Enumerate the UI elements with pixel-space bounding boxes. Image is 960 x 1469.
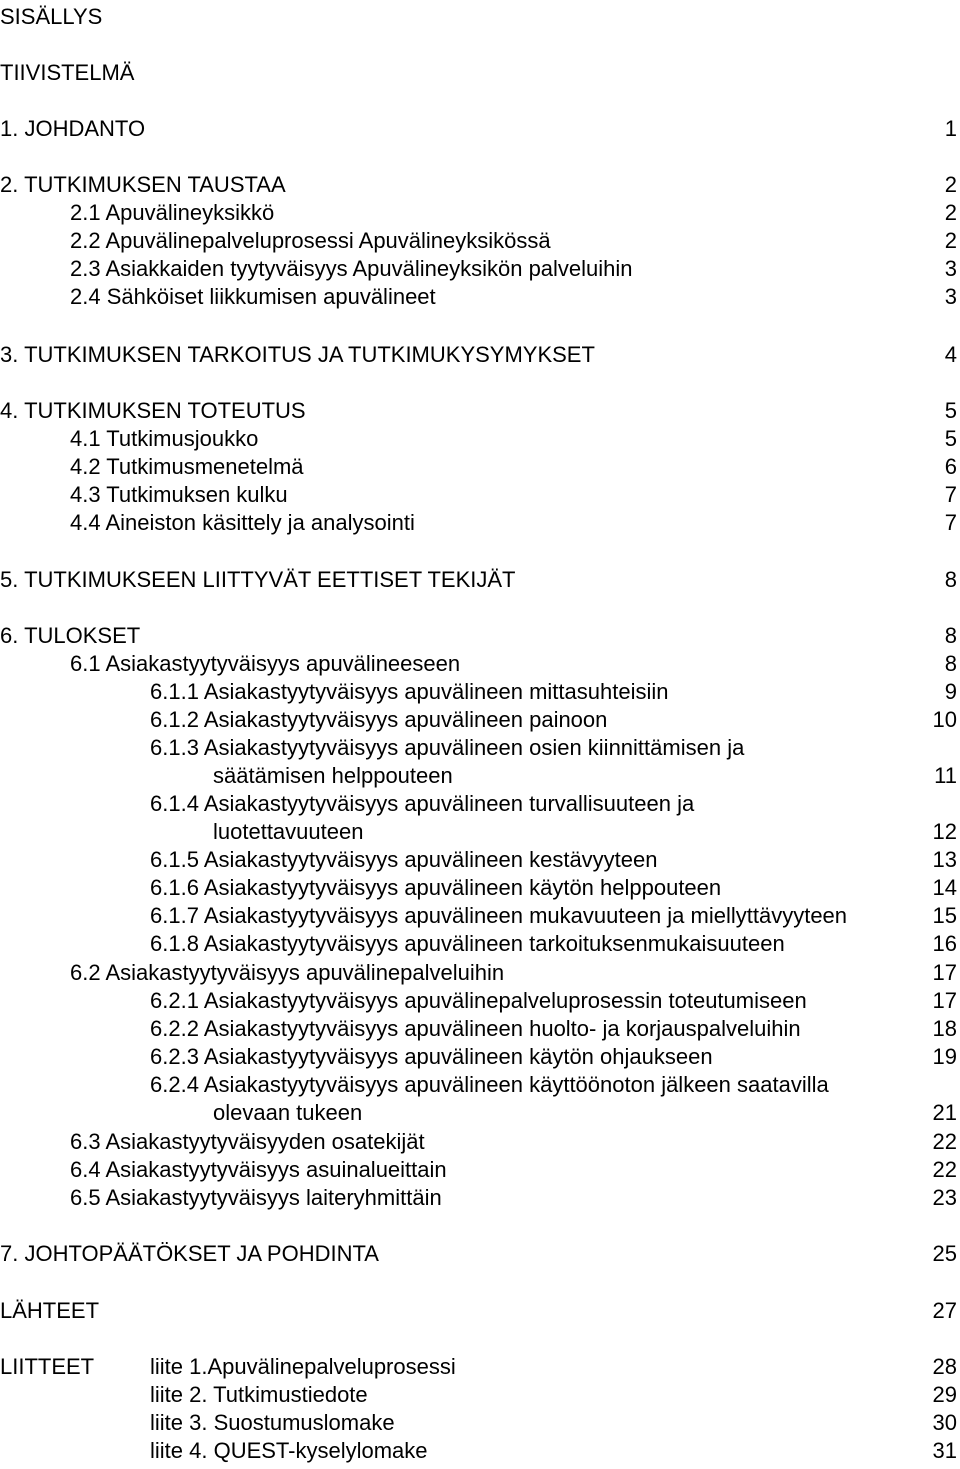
toc-entry: [0, 283, 960, 311]
toc-page-number: 3: [944, 284, 957, 309]
toc-entry-text: 4.4 Aineiston käsittely ja analysointi: [70, 510, 415, 535]
toc-page-number: 23: [932, 1185, 957, 1210]
toc-entry-text: 6.2.2 Asiakastyytyväisyys apuvälineen huolto- ja korjauspalveluihin: [150, 1016, 801, 1041]
toc-page-number: 27: [932, 1298, 957, 1323]
toc-entry-text: LÄHTEET: [0, 1298, 100, 1323]
toc-entry-text: 2.4 Sähköiset liikkumisen apuvälineet: [70, 284, 436, 309]
toc-entry: [0, 509, 960, 537]
toc-entry: [0, 987, 960, 1015]
toc-entry: [0, 566, 960, 594]
toc-page-number: 13: [932, 847, 957, 872]
toc-page-number: 31: [932, 1438, 957, 1463]
toc-entry: [0, 59, 960, 87]
toc-page-number: 3: [944, 256, 957, 281]
toc-page-number: 6: [944, 454, 957, 479]
toc-entry-text: liite 1.Apuvälinepalveluprosessi: [150, 1354, 456, 1379]
toc-page-number: 8: [944, 651, 957, 676]
toc-page-number: 30: [932, 1410, 957, 1435]
toc-entry: [0, 481, 960, 509]
toc-entry: [0, 1297, 960, 1325]
toc-page-number: 17: [932, 988, 957, 1013]
toc-entry-text: 7. JOHTOPÄÄTÖKSET JA POHDINTA: [0, 1241, 379, 1266]
toc-page-number: 21: [932, 1100, 957, 1125]
toc-entry-text: 2.2 Apuvälinepalveluprosessi Apuvälineyksikössä: [70, 228, 551, 253]
toc-entry-text: säätämisen helppouteen: [213, 763, 453, 788]
toc-entry-continuation: [0, 1099, 960, 1127]
toc-page-number: 5: [944, 398, 957, 423]
toc-entry: [0, 1240, 960, 1268]
toc-entry: [0, 1156, 960, 1184]
toc-page-number: 17: [932, 960, 957, 985]
toc-entry: [0, 425, 960, 453]
toc-entry-text: 6.5 Asiakastyytyväisyys laiteryhmittäin: [70, 1185, 442, 1210]
toc-entry: [0, 199, 960, 227]
toc-entry: [0, 115, 960, 143]
toc-page-number: 2: [944, 172, 957, 197]
toc-entry: [0, 959, 960, 987]
toc-entry: [0, 930, 960, 958]
toc-entry: [0, 874, 960, 902]
toc-heading-text: SISÄLLYS: [0, 4, 103, 29]
toc-entry: [0, 790, 960, 818]
toc-entry: [0, 1128, 960, 1156]
toc-page-number: 7: [944, 482, 957, 507]
toc-entry: [0, 341, 960, 369]
toc-entry: [0, 734, 960, 762]
toc-entry: [0, 846, 960, 874]
toc-appendix-entry: [0, 1353, 960, 1381]
toc-page-number: 25: [932, 1241, 957, 1266]
toc-entry-text: liite 3. Suostumuslomake: [150, 1410, 395, 1435]
toc-page-number: 8: [944, 567, 957, 592]
toc-entry: [0, 622, 960, 650]
toc-page-number: 22: [932, 1157, 957, 1182]
toc-entry: [0, 706, 960, 734]
toc-entry-text: 4.2 Tutkimusmenetelmä: [70, 454, 304, 479]
toc-appendix-entry: [0, 1437, 960, 1465]
toc-entry-text: 6.1.5 Asiakastyytyväisyys apuvälineen kestävyyteen: [150, 847, 658, 872]
toc-page-number: 5: [944, 426, 957, 451]
toc-page-number: 9: [944, 679, 957, 704]
toc-page-number: 12: [932, 819, 957, 844]
toc-page-number: 7: [944, 510, 957, 535]
toc-entry-text: TIIVISTELMÄ: [0, 60, 135, 85]
toc-page-number: 19: [932, 1044, 957, 1069]
toc-page-number: 22: [932, 1129, 957, 1154]
toc-entry-text: olevaan tukeen: [213, 1100, 363, 1125]
toc-entry-text: liite 4. QUEST-kyselylomake: [150, 1438, 428, 1463]
toc-entry: [0, 397, 960, 425]
toc-heading: [0, 3, 960, 31]
toc-entry: [0, 453, 960, 481]
toc-entry-text: 6.2.4 Asiakastyytyväisyys apuvälineen käyttöönoton jälkeen saatavilla: [150, 1072, 829, 1097]
toc-entry-text: 4. TUTKIMUKSEN TOTEUTUS: [0, 398, 306, 423]
toc-page-number: 29: [932, 1382, 957, 1407]
toc-page-number: 16: [932, 931, 957, 956]
toc-entry-text: luotettavuuteen: [213, 819, 364, 844]
toc-entry-text: 6. TULOKSET: [0, 623, 141, 648]
toc-entry-text: 3. TUTKIMUKSEN TARKOITUS JA TUTKIMUKYSYMYKSET: [0, 342, 595, 367]
toc-entry: [0, 1071, 960, 1099]
toc-entry-text: 6.2 Asiakastyytyväisyys apuvälinepalveluihin: [70, 960, 505, 985]
toc-page-number: 15: [932, 903, 957, 928]
toc-appendix-entry: [0, 1409, 960, 1437]
toc-entry-text: 4.1 Tutkimusjoukko: [70, 426, 259, 451]
toc-entry-text: 1. JOHDANTO: [0, 116, 146, 141]
toc-entry: [0, 1184, 960, 1212]
toc-entry: [0, 227, 960, 255]
toc-page-number: 1: [944, 116, 957, 141]
toc-entry-text: LIITTEET: [0, 1354, 95, 1379]
toc-entry-text: 5. TUTKIMUKSEEN LIITTYVÄT EETTISET TEKIJÄT: [0, 567, 516, 592]
toc-appendix-entry: [0, 1381, 960, 1409]
toc-entry-text: 2.3 Asiakkaiden tyytyväisyys Apuvälineyksikön palveluihin: [70, 256, 633, 281]
toc-entry-text: 6.4 Asiakastyytyväisyys asuinalueittain: [70, 1157, 447, 1182]
toc-page-number: 18: [932, 1016, 957, 1041]
toc-entry: [0, 650, 960, 678]
toc-page-number: 2: [944, 200, 957, 225]
toc-entry-text: 6.1 Asiakastyytyväisyys apuvälineeseen: [70, 651, 461, 676]
toc-entry: [0, 1043, 960, 1071]
toc-page-number: 28: [932, 1354, 957, 1379]
toc-entry-text: 4.3 Tutkimuksen kulku: [70, 482, 288, 507]
toc-entry-continuation: [0, 762, 960, 790]
toc-entry-text: 6.1.6 Asiakastyytyväisyys apuvälineen käytön helppouteen: [150, 875, 722, 900]
toc-entry-text: 6.1.7 Asiakastyytyväisyys apuvälineen mukavuuteen ja miellyttävyyteen: [150, 903, 848, 928]
toc-entry-text: 6.1.1 Asiakastyytyväisyys apuvälineen mittasuhteisiin: [150, 679, 669, 704]
toc-entry: [0, 255, 960, 283]
toc-entry-text: 2. TUTKIMUKSEN TAUSTAA: [0, 172, 286, 197]
toc-entry-text: 6.1.2 Asiakastyytyväisyys apuvälineen painoon: [150, 707, 608, 732]
toc-page-number: 2: [944, 228, 957, 253]
toc-entry: [0, 678, 960, 706]
toc-entry-text: 6.1.4 Asiakastyytyväisyys apuvälineen turvallisuuteen ja: [150, 791, 695, 816]
toc-page-number: 8: [944, 623, 957, 648]
toc-entry-text: 6.2.1 Asiakastyytyväisyys apuvälinepalveluprosessin toteutumiseen: [150, 988, 807, 1013]
toc-page-number: 10: [932, 707, 957, 732]
toc-entry-text: 6.1.8 Asiakastyytyväisyys apuvälineen tarkoituksenmukaisuuteen: [150, 931, 785, 956]
toc-page-number: 11: [934, 763, 957, 788]
toc-entry-text: liite 2. Tutkimustiedote: [150, 1382, 368, 1407]
toc-page-number: 14: [932, 875, 957, 900]
toc-entry-text: 6.3 Asiakastyytyväisyyden osatekijät: [70, 1129, 425, 1154]
toc-entry-text: 6.1.3 Asiakastyytyväisyys apuvälineen osien kiinnittämisen ja: [150, 735, 745, 760]
toc-entry: [0, 902, 960, 930]
toc-entry: [0, 171, 960, 199]
toc-entry-text: 2.1 Apuvälineyksikkö: [70, 200, 275, 225]
toc-page-number: 4: [944, 342, 957, 367]
toc-entry-continuation: [0, 818, 960, 846]
toc-entry: [0, 1015, 960, 1043]
toc-entry-text: 6.2.3 Asiakastyytyväisyys apuvälineen käytön ohjaukseen: [150, 1044, 713, 1069]
